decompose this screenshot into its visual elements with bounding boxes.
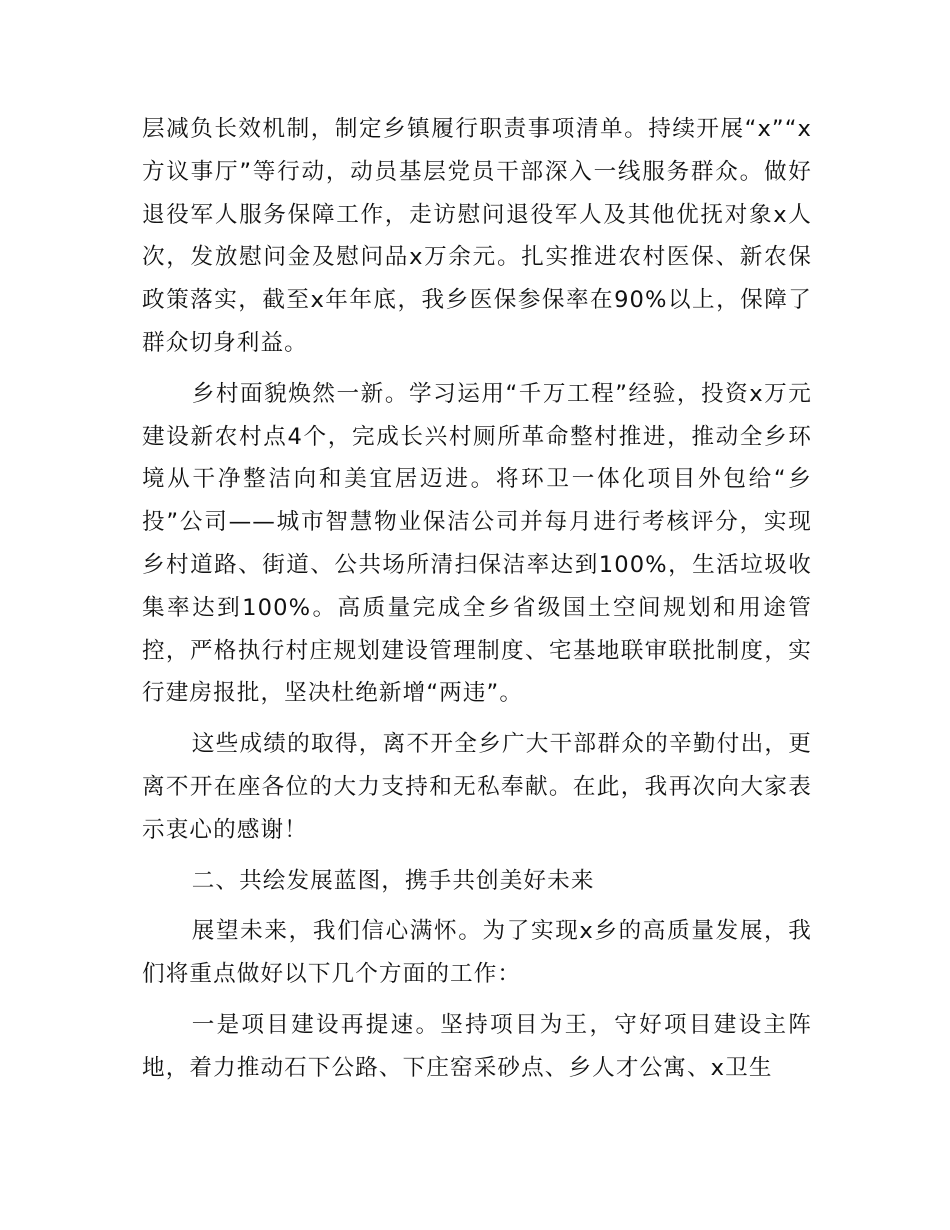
document-body bbox=[142, 108, 812, 1098]
section-heading: 二、共绘发展蓝图，携手共创美好未来 bbox=[191, 867, 595, 894]
paragraph-continued: 层减负长效机制，制定乡镇履行职责事项清单。持续开展“x”“x方议事厅”等行动，动员基层党员干部深入一线服务群众。做好退役军人服务保障工作，走访慰问退役军人及其他优抚对象x人次，发放慰问金及慰问品x万余元。扎实推进农村医保、新农保政策落实，截至x年年底，我乡医保参保率在90%以上，保障了群众切身利益。 bbox=[142, 116, 812, 356]
paragraph-village-appearance: 乡村面貌焕然一新。学习运用“千万工程”经验，投资x万元建设新农村点4个，完成长兴村厕所革命整村推进，推动全乡环境从干净整洁向和美宜居迈进。将环卫一体化项目外包给“乡投”公司——城市智慧物业保洁公司并每月进行考核评分，实现乡村道路、街道、公共场所清扫保洁率达到100%，生活垃圾收集率达到100%。高质量完成全乡省级国土空间规划和用途管控，严格执行村庄规划建设管理制度、宅基地联审联批制度，实行建房报批，坚决杜绝新增“两违”。 bbox=[142, 380, 812, 707]
paragraph-outlook: 展望未来，我们信心满怀。为了实现x乡的高质量发展，我们将重点做好以下几个方面的工作： bbox=[142, 918, 812, 988]
paragraph-thanks: 这些成绩的取得，离不开全乡广大干部群众的辛勤付出，更离不开在座各位的大力支持和无私奉献。在此，我再次向大家表示衷心的感谢！ bbox=[142, 731, 812, 843]
paragraph-project-construction: 一是项目建设再提速。坚持项目为王，守好项目建设主阵地，着力推动石下公路、下庄窑采砂点、乡人才公寓、x卫生 bbox=[142, 1011, 812, 1081]
